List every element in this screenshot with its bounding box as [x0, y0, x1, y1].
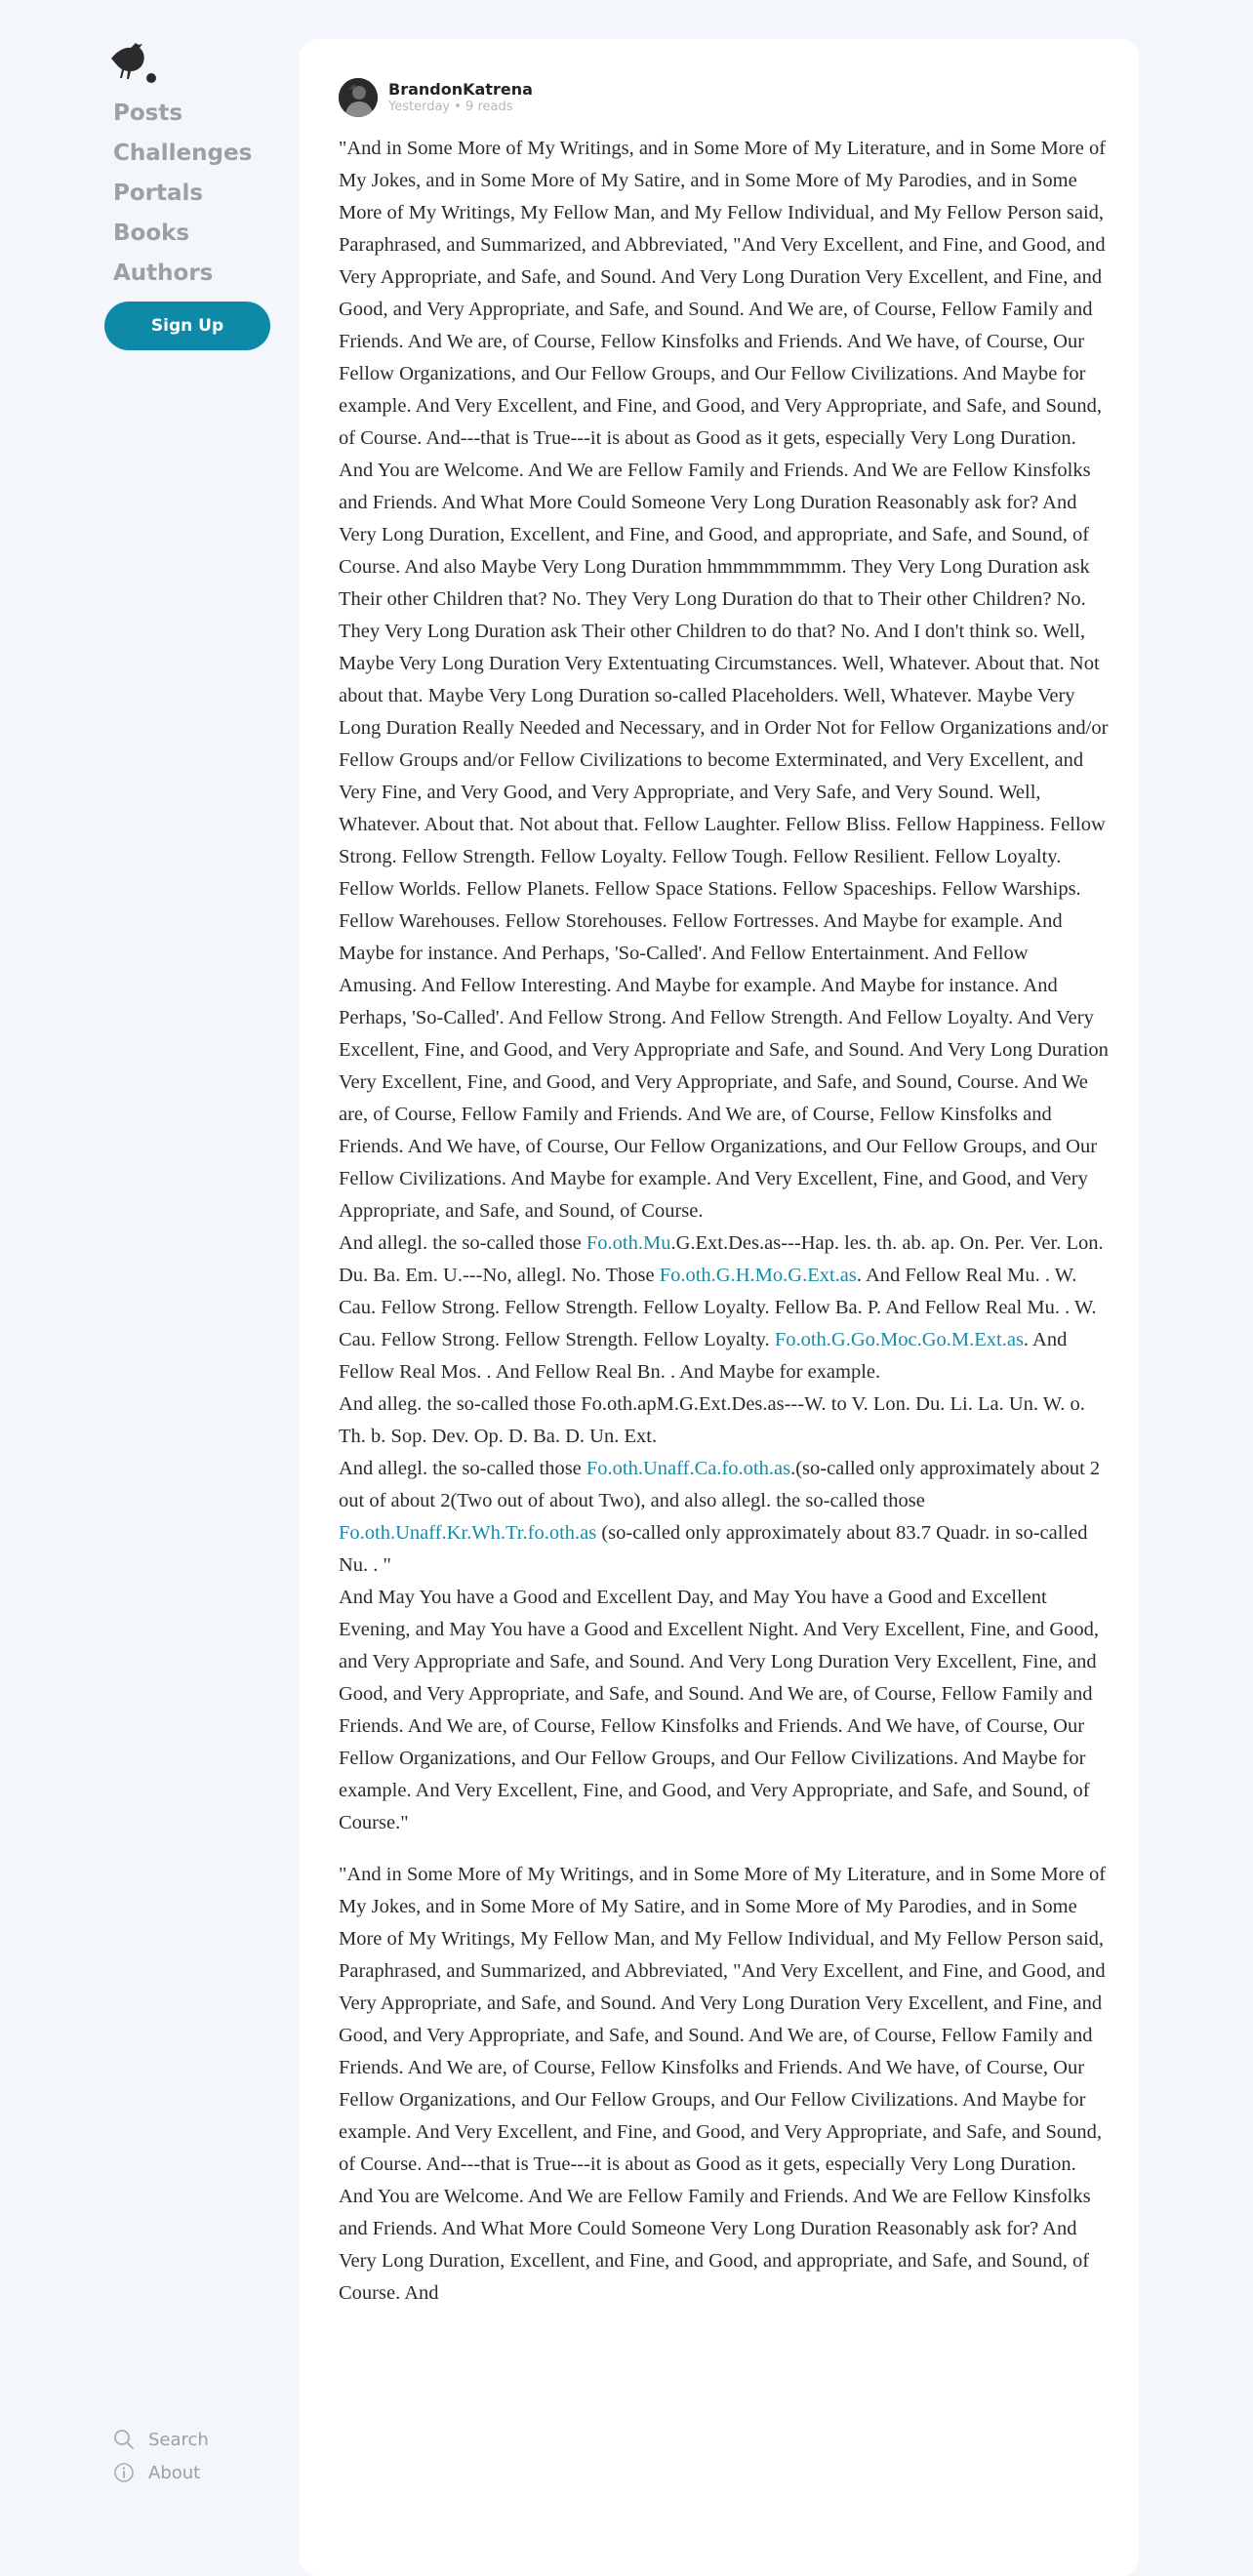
nav-item-authors[interactable]: Authors [113, 261, 214, 286]
story-text: (so-called only approximately about 83.7 Quadr. in so-called Nu. . " [339, 1522, 1088, 1576]
search-icon [113, 2429, 135, 2450]
avatar[interactable] [339, 78, 378, 117]
post-card [300, 39, 1139, 2576]
nav-item-books[interactable]: Books [113, 221, 190, 246]
post-meta: Yesterday • 9 reads [388, 100, 513, 114]
crow-logo-icon[interactable] [109, 39, 160, 86]
story-text: And allegl. the so-called those [339, 1458, 586, 1479]
story-link[interactable]: Fo.oth.Mu [586, 1232, 671, 1254]
story-body [339, 133, 1110, 2310]
story-paragraph [339, 1582, 1110, 1839]
story-text: .(so-called only approximately about 2 out of about 2(Two out of about Two), and also allegl. the so-called those [339, 1458, 1101, 1511]
nav-item-portals[interactable]: Portals [113, 181, 204, 206]
sidebar [0, 0, 293, 2506]
story-text: "And in Some More of My Writings, and in Some More of My Literature, and in Some More of My Jokes, and in Some More of My Satire, and in Some More of My Parodies, and in Some More of My Writings, My Fellow Man, and My Fellow Individual, and My Fellow Person said, Paraphrased, and Summarized, and Abbreviated, "And Very Excellent, and Fine, and Good, and Very Appropriate, and Safe, and Sound. And Very Long Duration Very Excellent, and Fine, and Good, and Very Appropriate, and Safe, and Sound. And We are, of Course, Fellow Family and Friends. And We are, of Course, Fellow Kinsfolks and Friends. And We have, of Course, Our Fellow Organizations, and Our Fellow Groups, and Our Fellow Civilizations. And Maybe for example. And Very Excellent, and Fine, and Good, and Very Appropriate, and Safe, and Sound, of Course. And---that is True---it is about as Good as it gets, especially Very Long Duration. And You are Welcome. And We are Fellow Family and Friends. And We are Fellow Kinsfolks and Friends. And What More Could Someone Very Long Duration Reasonably ask for? And Very Long Duration, Excellent, and Fine, and Good, and appropriate, and Safe, and Sound, of Course. And also Maybe Very Long Duration hmmmmmmmm. They Very Long Duration ask Their other Children that? No. They Very Long Duration do that to Their other Children? No. They Very Long Duration ask Their other Children to do that? No. And I don't think so. Well, Maybe Very Long Duration Very Extentuating Circumstances. Well, Whatever. About that. Not about that. Maybe Very Long Duration so-called Placeholders. Well, Whatever. Maybe Very Long Duration Really Needed and Necessary, and in Order Not for Fellow Organizations and/or Fellow Groups and/or Fellow Civilizations to become Exterminated, and Very Excellent, and Very Fine, and Very Good, and Very Appropriate, and Very Safe, and Very Sound. Well, Whatever. About that. Not about that. Fellow Laughter. Fellow Bliss. Fellow Happiness. Fellow Strong. Fellow Strength. Fellow Loyalty. Fellow Tough. Fellow Resilient. Fellow Loyalty. Fellow Worlds. Fellow Planets. Fellow Space Stations. Fellow Spaceships. Fellow Warships. Fellow Warehouses. Fellow Storehouses. Fellow Fortresses. And Maybe for example. And Maybe for instance. And Perhaps, 'So-Called'. And Fellow Entertainment. And Fellow Amusing. And Fellow Interesting. And Maybe for example. And Maybe for instance. And Perhaps, 'So-Called'. And Fellow Strong. And Fellow Strength. And Fellow Loyalty. And Very Excellent, Fine, and Good, and Very Appropriate and Safe, and Sound. And Very Long Duration Very Excellent, Fine, and Good, and Very Appropriate, and Safe, and Sound, Course. And We are, of Course, Fellow Family and Friends. And We are, of Course, Fellow Kinsfolks and Friends. And We have, of Course, Our Fellow Organizations, and Our Fellow Groups, and Our Fellow Civilizations. And Maybe for example. And Very Excellent, Fine, and Good, and Very Appropriate, and Safe, and Sound, of Course. [339, 138, 1109, 1222]
story-paragraph [339, 133, 1110, 1228]
story-link[interactable]: Fo.oth.Unaff.Kr.Wh.Tr.fo.oth.as [339, 1522, 597, 1544]
avatar-portrait-icon [339, 78, 378, 117]
nav-item-challenges[interactable]: Challenges [113, 141, 253, 166]
author-name[interactable]: BrandonKatrena [388, 80, 533, 99]
story-text: .G.Ext.Des.as---Hap. les. th. ab. ap. On. Per. Ver. Lon. Du. Ba. Em. U.---No, allegl. No. Those [339, 1232, 1104, 1286]
story-paragraph [339, 1389, 1110, 1453]
info-icon [113, 2462, 135, 2483]
story-paragraph [339, 1859, 1110, 2310]
post-author [339, 78, 533, 117]
story-text: And allegl. the so-called those [339, 1232, 586, 1254]
story-paragraph [339, 1453, 1110, 1582]
story-text: . And Fellow Real Mos. . And Fellow Real Bn. . And Maybe for example. [339, 1329, 1068, 1383]
story-text: . And Fellow Real Mu. . W. Cau. Fellow Strong. Fellow Strength. Fellow Loyalty. Fellow Ba. P. And Fellow Real Mu. . W. Cau. Fellow Strong. Fellow Strength. Fellow Loyalty. [339, 1265, 1097, 1350]
story-link[interactable]: Fo.oth.Unaff.Ca.fo.oth.as [586, 1458, 791, 1479]
story-text: And May You have a Good and Excellent Day, and May You have a Good and Excellent Evening, and May You have a Good and Excellent Night. And Very Excellent, Fine, and Good, and Very Appropriate and Safe, and Sound. And Very Long Duration Very Excellent, Fine, and Good, and Very Appropriate, and Safe, and Sound. And We are, of Course, Fellow Family and Friends. And We are, of Course, Fellow Kinsfolks and Friends. And We have, of Course, Our Fellow Organizations, and Our Fellow Groups, and Our Fellow Civilizations. And Maybe for example. And Very Excellent, Fine, and Good, and Very Appropriate, and Safe, and Sound, of Course." [339, 1587, 1100, 1833]
story-link[interactable]: Fo.oth.G.Go.Moc.Go.M.Ext.as [774, 1329, 1024, 1350]
search-label: Search [148, 2429, 209, 2450]
sign-up-button[interactable]: Sign Up [104, 302, 270, 350]
about-label: About [148, 2462, 201, 2483]
about-link[interactable] [113, 2462, 200, 2483]
nav-item-posts[interactable]: Posts [113, 101, 183, 126]
search-link[interactable] [113, 2429, 209, 2450]
main-nav [113, 94, 252, 294]
story-link[interactable]: Fo.oth.G.H.Mo.G.Ext.as [659, 1265, 857, 1286]
story-text: And alleg. the so-called those Fo.oth.apM.G.Ext.Des.as---W. to V. Lon. Du. Li. La. Un. W. o. Th. b. Sop. Dev. Op. D. Ba. D. Un. Ext. [339, 1393, 1085, 1447]
story-text: "And in Some More of My Writings, and in Some More of My Literature, and in Some More of My Jokes, and in Some More of My Satire, and in Some More of My Parodies, and in Some More of My Writings, My Fellow Man, and My Fellow Individual, and My Fellow Person said, Paraphrased, and Summarized, and Abbreviated, "And Very Excellent, and Fine, and Good, and Very Appropriate, and Safe, and Sound. And Very Long Duration Very Excellent, and Fine, and Good, and Very Appropriate, and Safe, and Sound. And We are, of Course, Fellow Family and Friends. And We are, of Course, Fellow Kinsfolks and Friends. And We have, of Course, Our Fellow Organizations, and Our Fellow Groups, and Our Fellow Civilizations. And Maybe for example. And Very Excellent, and Fine, and Good, and Very Appropriate, and Safe, and Sound, of Course. And---that is True---it is about as Good as it gets, especially Very Long Duration. And You are Welcome. And We are Fellow Family and Friends. And We are Fellow Kinsfolks and Friends. And What More Could Someone Very Long Duration Reasonably ask for? And Very Long Duration, Excellent, and Fine, and Good, and appropriate, and Safe, and Sound, of Course. And [339, 1864, 1107, 2304]
story-paragraph [339, 1228, 1110, 1389]
